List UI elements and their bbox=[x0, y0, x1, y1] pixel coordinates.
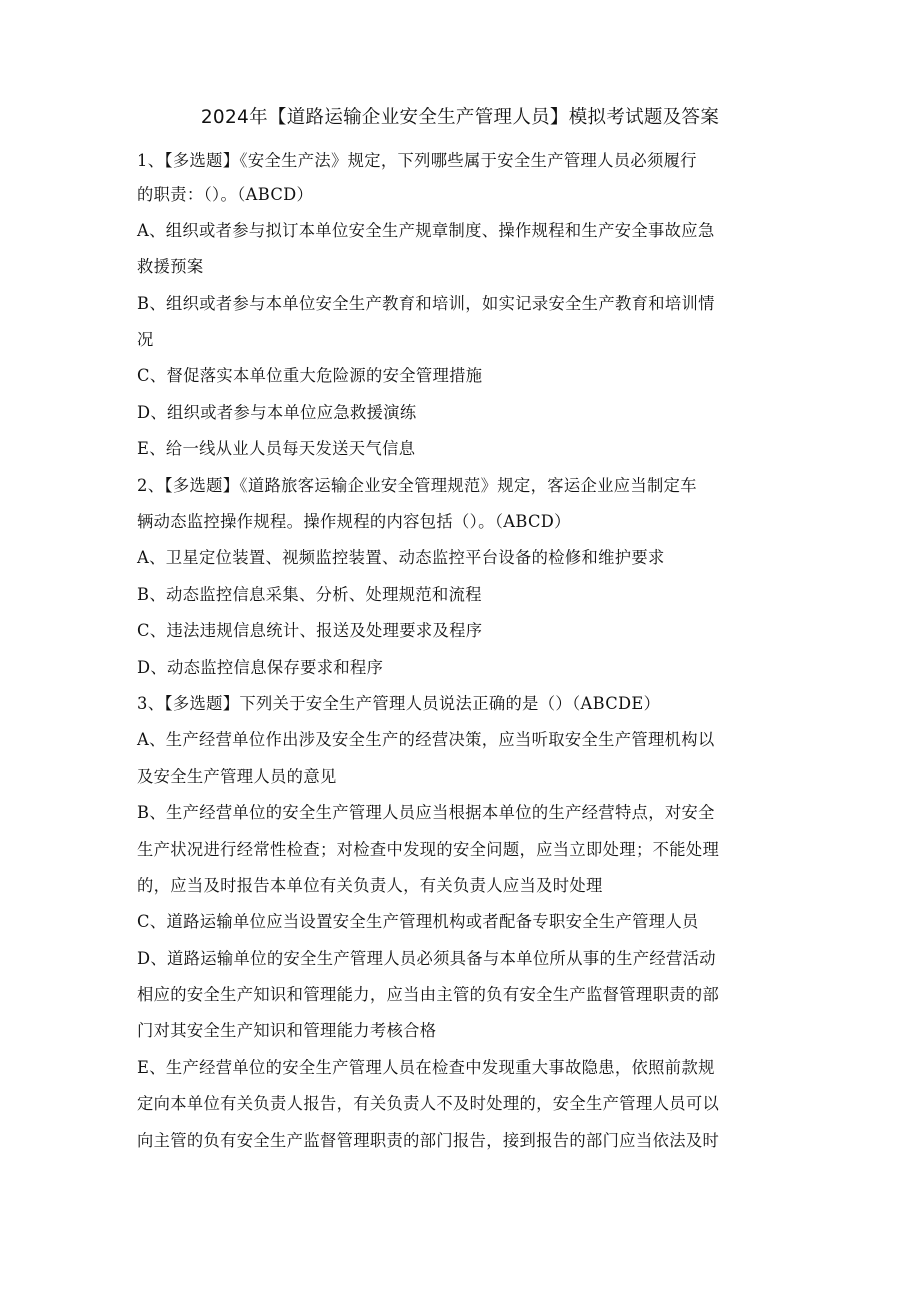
question-3-option-e-line-3: 向主管的负有安全生产监督管理职责的部门报告，接到报告的部门应当依法及时 bbox=[137, 1130, 720, 1150]
question-3-option-e-line-2: 定向本单位有关负责人报告，有关负责人不及时处理的，安全生产管理人员可以 bbox=[137, 1094, 720, 1114]
question-3-option-a-line-2: 及安全生产管理人员的意见 bbox=[137, 766, 337, 786]
question-1-line-2: 的职责：（）。（ABCD） bbox=[137, 184, 314, 204]
question-2-option-d: D、动态监控信息保存要求和程序 bbox=[137, 657, 384, 677]
document-title: 2024年【道路运输企业安全生产管理人员】模拟考试题及答案 bbox=[200, 107, 720, 128]
question-2-line-2: 辆动态监控操作规程。操作规程的内容包括（）。（ABCD） bbox=[137, 512, 571, 532]
question-1-option-d: D、组织或者参与本单位应急救援演练 bbox=[137, 402, 417, 422]
question-3-option-d-line-2: 相应的安全生产知识和管理能力，应当由主管的负有安全生产监督管理职责的部 bbox=[137, 985, 720, 1005]
question-2-option-b: B、动态监控信息采集、分析、处理规范和流程 bbox=[137, 584, 482, 604]
question-3-option-e-line-1: E、生产经营单位的安全生产管理人员在检查中发现重大事故隐患，依照前款规 bbox=[137, 1057, 715, 1077]
question-1-option-c: C、督促落实本单位重大危险源的安全管理措施 bbox=[137, 366, 483, 386]
question-3-option-a-line-1: A、生产经营单位作出涉及安全生产的经营决策，应当听取安全生产管理机构以 bbox=[137, 730, 715, 750]
question-1-line-1: 1、【多选题】《安全生产法》规定，下列哪些属于安全生产管理人员必须履行 bbox=[137, 151, 697, 170]
question-1-option-a-line-2: 救援预案 bbox=[137, 257, 204, 277]
question-3-option-b-line-2: 生产状况进行经常性检查；对检查中发现的安全问题，应当立即处理；不能处理 bbox=[137, 839, 720, 859]
question-2-option-a: A、卫星定位装置、视频监控装置、动态监控平台设备的检修和维护要求 bbox=[137, 548, 665, 568]
question-1-option-a-line-1: A、组织或者参与拟订本单位安全生产规章制度、操作规程和生产安全事故应急 bbox=[137, 220, 715, 240]
question-3-option-b-line-3: 的，应当及时报告本单位有关负责人，有关负责人应当及时处理 bbox=[137, 875, 603, 895]
question-3-option-d-line-3: 门对其安全生产知识和管理能力考核合格 bbox=[137, 1021, 437, 1041]
question-3-line-1: 3、【多选题】下列关于安全生产管理人员说法正确的是（）（ABCDE） bbox=[137, 693, 661, 713]
question-2-line-1: 2、【多选题】《道路旅客运输企业安全管理规范》规定，客运企业应当制定车 bbox=[137, 475, 697, 495]
question-3-option-b-line-1: B、生产经营单位的安全生产管理人员应当根据本单位的生产经营特点，对安全 bbox=[137, 803, 715, 823]
document-body bbox=[137, 146, 792, 1159]
question-1-option-b-line-1: B、组织或者参与本单位安全生产教育和培训，如实记录安全生产教育和培训情 bbox=[137, 293, 715, 313]
question-1-option-b-line-2: 况 bbox=[137, 330, 154, 350]
question-3-option-c: C、道路运输单位应当设置安全生产管理机构或者配备专职安全生产管理人员 bbox=[137, 912, 699, 932]
question-2-option-c: C、违法违规信息统计、报送及处理要求及程序 bbox=[137, 621, 483, 641]
question-3-option-d-line-1: D、道路运输单位的安全生产管理人员必须具备与本单位所从事的生产经营活动 bbox=[137, 948, 716, 968]
question-1-option-e: E、给一线从业人员每天发送天气信息 bbox=[137, 439, 416, 459]
